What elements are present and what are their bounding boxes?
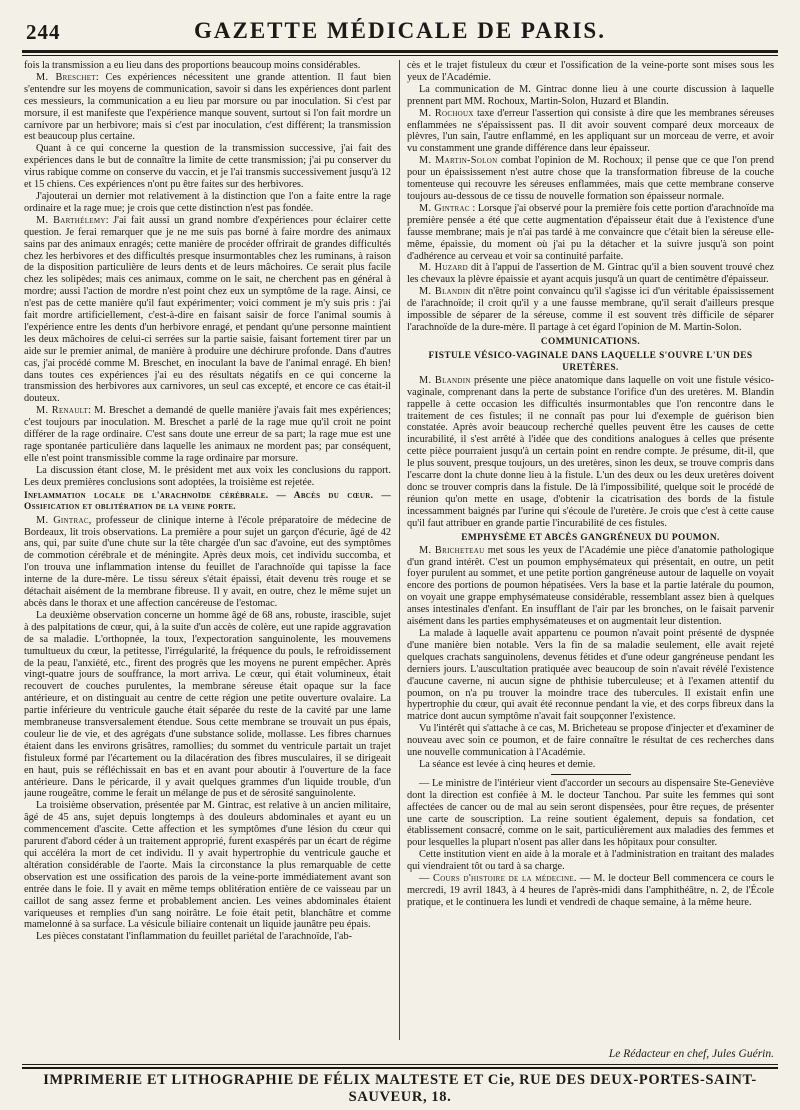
communications-heading: COMMUNICATIONS. bbox=[540, 336, 641, 347]
section-heading: Inflammation locale de l'arachnoïde cérébrale. — Abcès du cœur. — Ossification et oblitération de la veine porte. bbox=[24, 490, 391, 513]
paragraph: M. Renault: M. Breschet a demandé de quelle manière j'avais fait mes expériences; c'est toujours par inoculation. M. Breschet a parlé de la rage mue qu'il croit ne point différer de la rage ordinaire. C'est sans doute une erreur de sa part; la rage mue est une rage spontanée particulière dans laquelle les animaux ne mordent pas; par conséquent, elle n'est point transmissible comme la rage ordinaire par morsure. bbox=[24, 405, 391, 464]
notice-lead: — Cours d'histoire de la médecine. bbox=[419, 873, 577, 885]
paragraph: Les pièces constatant l'inflammation du feuillet pariétal de l'arachnoïde, l'ab- bbox=[36, 931, 353, 943]
page-header bbox=[22, 14, 778, 46]
paragraph: La troisième observation, présentée par M. Gintrac, est relative à un ancien militaire, âgé de 45 ans, sujet depuis longtemps à des douleurs abdominales et ayant eu un commencement d'ascite. Cette affection et les symptômes d'une lésion du cœur qui parurent d'abord céder à un traitement approprié, furent exaspérés par un écart de régime qui accéléra la mort de cet individu. Il y avait hypertrophie du ventricule gauche et altération considérable de l'aorte. Mais la circonstance la plus remarquable de cette observation est une ossification des parois de la veine-porte immédiatement avant son entrée dans le foie. Il y avait en même temps oblitération entière de ce vaisseau par un caillot de sang assez ferme et probablement ancien. Les veines abdominales étaient variqueuses et remplies d'un sang noirâtre. Le foie était petit, blanchâtre et comme mamelonné à sa surface. La vésicule biliaire contenait un liquide jaunâtre peu épais. bbox=[24, 800, 391, 931]
paragraph: J'ajouterai un dernier mot relativement à la distinction que l'on a faite entre la rage ordinaire et la rage mue; je crois que cette distinction n'est pas fondée. bbox=[24, 190, 391, 214]
header-rule-thick bbox=[22, 50, 778, 53]
paragraph: fois la transmission a eu lieu dans des proportions beaucoup moins considérables. bbox=[24, 60, 361, 71]
left-column bbox=[24, 60, 391, 1032]
journal-title: GAZETTE MÉDICALE DE PARIS. bbox=[194, 18, 606, 43]
section-divider bbox=[551, 774, 631, 775]
right-column bbox=[407, 60, 774, 1032]
column-divider bbox=[399, 60, 400, 1040]
speaker-name: M. Blandin bbox=[419, 374, 471, 386]
paragraph: — Le ministre de l'intérieur vient d'accorder un secours au dispensaire Ste-Geneviève dont la direction est confiée à M. le docteur Tanchou. Par suite les femmes qui sont affectées de cancer ou de mal au sein seront dispensées, pour être reçues, de présenter une carte de souscription. La reine soutient également, depuis sa fondation, cet établissement consacré, comme on le sait, particulièrement aux maladies des femmes et pour lesquelles la plupart n'osent pas aller dans les hôpitaux pour consulter. bbox=[407, 777, 774, 849]
paragraph: M. Barthélemy: J'ai fait aussi un grand nombre d'expériences pour éclairer cette question. Je ferai remarquer que je ne me suis pas borné à faire mordre des animaux sains par des animaux enragés; cette manière de procéder offrirait de grandes difficultés chez les herbivores et des difficultés presque insurmontables chez les ruminans, à raison de la disposition particulière de leurs dents et de leurs mâchoires. Ce serait plus facile chez les solipèdes; mais ces animaux, comme on le sait, ne cherchent pas en général à mordre; aussi l'action de mordre n'est point chez eux un symptôme de la rage. Ainsi, ce n'est pas de cette manière qu'il faut expérimenter; voici comment je m'y suis pris : j'ai fait mordre artificiellement, c'est-à-dire en faisant saisir de force l'animal soumis à l'expérience entre les dents d'un herbivore enragé, et pendant qu'une personne maintient les deux mâchoires de celui-ci serrées sur la partie saisie, faisant fortement tirer par un aide sur le premier animal, de manière à produire une déchirure profonde. Dans d'autres cas, j'ai procédé comme M. Breschet, en inoculant la bave de l'animal enragé. Eh bien! dans toutes ces expériences j'ai eu des résultats négatifs en ce qui concerne la transmission des herbivores aux carnivores, un seul cas excepté, et encore ce cas était-il douteux. bbox=[24, 214, 391, 405]
paragraph: Quant à ce qui concerne la question de la transmission successive, j'ai fait des expériences dans le but de connaître la limite de cette transmission; j'ai pu conserver du virus rabique comme on conserve du vaccin, et je l'ai transmis successivement jusqu'à 12 et 15 chiens. Ces expériences n'ont pu être faites sur des herbivores. bbox=[24, 143, 391, 191]
speaker-name: M. Rochoux bbox=[419, 107, 474, 119]
paragraph: Vu l'intérêt qui s'attache à ce cas, M. Bricheteau se propose d'injecter et d'examiner de nouveau avec soin ce poumon, et de faire connaître le résultat de ces recherches dans une nouvelle communication à l'Académie. bbox=[407, 723, 774, 759]
editor-signature: Le Rédacteur en chef, Jules Guérin. bbox=[608, 1048, 774, 1060]
speaker-name: M. Breschet bbox=[36, 71, 96, 83]
page-number: 244 bbox=[26, 20, 61, 44]
speaker-name: M. Blandin bbox=[419, 286, 471, 298]
paragraph: La communication de M. Gintrac donne lieu à une courte discussion à laquelle prennent part MM. Rochoux, Martin-Solon, Huzard et Blandin. bbox=[407, 83, 774, 107]
paragraph: La discussion étant close, M. le président met aux voix les conclusions du rapport. Les deux premières conclusions sont adoptées, la troisième est rejetée. bbox=[24, 464, 391, 488]
paragraph: M. Blandin présente une pièce anatomique dans laquelle on voit une fistule vésico-vaginale, comprenant dans la perte de substance l'orifice d'un des uretères. M. Blandin rappelle à cette occasion les difficultés insurmontables que l'on rencontre dans le traitement de ces fistules; il ne connaît pas pour lui d'exemple de guérison bien constatée. Après avoir beaucoup recherché quelles peuvent être les causes de cette incurabilité, il s'est arrêté à l'idée que des conditions analogues à celles que présente cette pièce pourraient jusqu'à un certain point en rendre compte. Je présume, dit-il, que le plus souvent, presque toujours, un des uretères, sinon les deux, se trouve compris dans l'escarre dont la chute donne lieu à la fistule. L'un des deux ou les deux uretères doivent donc se trouver compris dans la fistule. De là l'impossibilité, quelque soit le procédé de réunion qu'on mette en usage, d'obtenir la cicatrisation des bords de la fistule incessamment baignés par l'urine qui s'écoule de l'uretère. Je crois que c'est à cette cause qu'il faut attribuer en grande partie l'incurabilité de ces fistules. bbox=[407, 374, 774, 529]
speaker-name: M. Huzard bbox=[419, 262, 468, 274]
header-rule-thin bbox=[22, 55, 778, 56]
paragraph: M. Rochoux taxe d'erreur l'assertion qui consiste à dire que les membranes séreuses enflammées ne s'épaississent pas. Il dit avoir souvent comparé deux morceaux de plèvres, l'un sain, l'autre enflammé, en les appliquant sur un morceau de verre, et avoir vu constamment une grande différence dans leur épaisseur. bbox=[407, 107, 774, 155]
footer-rule bbox=[22, 1064, 778, 1065]
paragraph: M. Huzard dit à l'appui de l'assertion de M. Gintrac qu'il a bien souvent trouvé chez les chevaux la plèvre épaissie et ayant acquis jusqu'à un quart de centimètre d'épaisseur. bbox=[407, 262, 774, 286]
paragraph: M. Blandin dit n'être point convaincu qu'il s'agisse ici d'un véritable épaississement de l'arachnoïde; il croit qu'il y a une fausse membrane, qu'il serait d'ailleurs presque impossible de séparer de la séreuse, comme il est souvent très difficile de séparer l'arachnoïde de la dure-mère. Il partage à cet égard l'opinion de M. Martin-Solon. bbox=[407, 286, 774, 333]
paragraph: M. Breschet: Ces expériences nécessitent une grande attention. Il faut bien s'entendre sur les moyens de communication, savoir si dans les expériences dont parlent ces messieurs, la communication a eu lieu par morsure ou par inoculation. Si c'est par morsure, il est manifeste que l'expérience manque souvent, surtout si l'on fait mordre un carnivore par un herbivore; mais si c'est par inoculation, c'est différent; la transmission est beaucoup plus certaine. bbox=[24, 71, 391, 143]
paragraph: — Cours d'histoire de la médecine. — M. le docteur Bell commencera ce cours le mercredi, 19 avril 1843, à 4 heures de l'après-midi dans l'amphithéâtre, n. 2, de l'École pratique, et le continuera les lundi et vendredi de chaque semaine, à la même heure. bbox=[407, 873, 774, 908]
speaker-name: M. Gintrac bbox=[36, 514, 89, 526]
footer-rule bbox=[22, 1067, 778, 1069]
paragraph: La deuxième observation concerne un homme âgé de 68 ans, robuste, irascible, sujet à des palpitations de cœur, qui, à la suite d'un accès de colère, eut une rapide aggravation de sa maladie. L'orthopnée, la toux, l'expectoration sanguinolente, les mouvemens tumultueux du cœur, la petitesse, l'irrégularité, la fréquence du pouls, le refroidissement de la peau, l'anxiété, etc., firent des progrès que les moyens ne purent empêcher. Après vingt-quatre jours de souffrance, la mort arriva. Le cœur, qui était volumineux, était recouvert de couches purulentes, la membrane séreuse était opaque sur la face antérieure, et on distinguait au centre de cette région une petite ouverture ovalaire. La partie inférieure du ventricule gauche était séparée du reste de la cavité par une lame membraneuse transversalement étendue. Sous cette membrane se trouvait un pus épais, couleur lie de vie, et des agrégats d'une substance solide, mollasse. Les fibres charnues étaient dans les environs grisâtres, ramollies; du sommet du ventricule partait un trajet fistuleux formé par l'écartement ou la dilacération des fibres musculaires, il se dirigeait en haut, puis se réfléchissait en bas et en avant pour aboutir à l'ouverture de la face antérieure. Dans le péricarde, il y avait quelques grammes d'un liquide trouble, d'un jaune rougeâtre, comme le ferait un mélange de pus et de sérosité sanguinolente. bbox=[24, 609, 391, 800]
paragraph: M. Gintrac : Lorsque j'ai observé pour la première fois cette portion d'arachnoïde ma première pensée a été que cette augmentation d'épaisseur était due à l'existence d'une fausse membrane; mais je n'ai pas tardé à me convaincre que c'était bien la séreuse elle-même, épaissie, du moment où j'ai pu la détacher et la suivre jusqu'à son point d'adhérence au cerveau et voir sa continuité parfaite. bbox=[407, 202, 774, 262]
speaker-name: M. Martin-Solon bbox=[419, 155, 498, 167]
speaker-name: M. Bricheteau bbox=[419, 544, 485, 556]
paragraph: M. Martin-Solon combat l'opinion de M. Rochoux; il pense que ce que l'on prend pour un épaississement n'est autre chose que la transformation fibreuse de la couche tomenteuse qui recouvre les séreuses enflammées, mais que cette membrane conserve toujours au-dessous de ce tissu de nouvelle formation son épaisseur normale. bbox=[407, 155, 774, 202]
speaker-name: M. Barthélemy bbox=[36, 214, 106, 226]
paragraph: La malade à laquelle avait appartenu ce poumon n'avait point présenté de dyspnée d'une manière bien notable. Vers la fin de sa maladie seulement, elle avait rejeté quelques crachats sanguinolens, devenus fétides et d'une odeur gangréneuse pendant les derniers jours. L'auscultation pratiquée avec beaucoup de soin n'avait révélé l'existence d'aucune caverne, ni aucun signe de phthisie tuberculeuse; et à l'examen attentif du poumon, on n'a pu trouver la moindre trace des tubercules. Il existait enfin une hypertrophie du cœur, qui avait été reconnue pendant la vie, et des corps fibreux dans la matrice dont aucun symptôme n'avait fait soupçonner l'existence. bbox=[407, 627, 774, 723]
paragraph: La séance est levée à cinq heures et demie. bbox=[419, 758, 596, 770]
paragraph: M. Gintrac, professeur de clinique interne à l'école préparatoire de médecine de Bordeaux, lit trois observations. La première a pour sujet un garçon d'écurie, âgé de 42 ans, qui, par suite d'une chute sur la tête chargée d'un sac d'avoine, eut des symptômes de commotion cérébrale et de méningite. Après deux mois, cet individu succomba, et l'on trouva une inflammation intense du feuillet de l'arachnoïde qui tapisse la face interne de la dure-mère. Le tissu séreux s'était épaissi, était devenu très rouge et se détachait aisément de la membrane fibreuse. Il y avait, en outre, chez le même sujet un abcès dans le thorax et une affection cancéreuse de l'estomac. bbox=[24, 514, 391, 609]
speaker-name: M. Renault bbox=[36, 405, 89, 417]
paragraph: Cette institution vient en aide à la morale et à l'administration en traitant des malades qui viendraient tôt ou tard à sa charge. bbox=[407, 849, 774, 873]
newspaper-page bbox=[22, 14, 778, 1105]
printer-imprint: IMPRIMERIE ET LITHOGRAPHIE DE FÉLIX MALTESTE ET Cie, RUE DES DEUX-PORTES-SAINT-SAUVEUR, 18. bbox=[43, 1072, 757, 1105]
fistule-heading: FISTULE VÉSICO-VAGINALE DANS LAQUELLE S'OUVRE L'UN DES URETÈRES. bbox=[428, 350, 753, 373]
paragraph: cès et le trajet fistuleux du cœur et l'ossification de la veine-porte sont mises sous les yeux de l'Académie. bbox=[407, 60, 774, 83]
speaker-name: M. Gintrac bbox=[419, 202, 470, 214]
paragraph: M. Bricheteau met sous les yeux de l'Académie une pièce d'anatomie pathologique d'un grand intérêt. C'est un poumon emphysémateux qui présentait, en outre, un petit foyer purulent au sommet, et une petite portion gangréneuse autour de laquelle on voyait encore des portions de poumon hépatisées. Vers la base et la partie latérale du poumon, on voyait une grappe emphysémateuse considérable, ressemblant assez bien à quelques anses intestinales d'enfant. En insufflant de l'air par les bronches, on le faisait parvenir aisément dans les parties emphysémateuses et on augmentait leur distention. bbox=[407, 544, 774, 628]
emphyseme-heading: EMPHYSÈME ET ABCÈS GANGRÉNEUX DU POUMON. bbox=[461, 532, 720, 543]
